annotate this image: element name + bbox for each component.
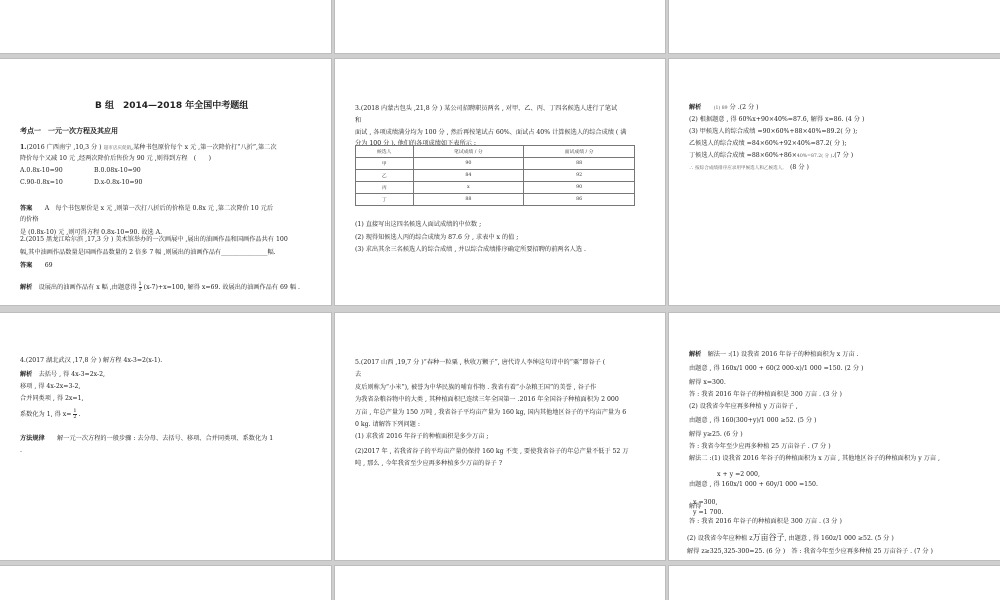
solution-5-line-7: 解得 y≥25. (6 分 ): [689, 431, 743, 438]
page-thumbnail-bottom-right[interactable]: [669, 566, 1000, 600]
solution-3-text-end: .(7 分 ): [832, 152, 854, 159]
solution-5-line-3: 解得 x=300.: [689, 379, 726, 386]
table-header-cell: 面试成绩 / 分: [524, 146, 635, 158]
question-1-tiny-text: 超市店庆促销: [103, 146, 132, 151]
page-thumbnail-top-right[interactable]: [669, 0, 1000, 53]
page-thumbnail-bottom-center[interactable]: [335, 566, 665, 600]
table-row: [356, 158, 635, 170]
question-2-text-end: 幅.: [267, 249, 276, 256]
solution-3-line-4: 乙候选人的综合成绩 =84×60%+92×40%=87.2( 分 );: [689, 140, 847, 147]
section-title: 考点一 一元一次方程及其应用: [20, 127, 118, 135]
solution-5-text: (2) 设我省今年应种植 z: [687, 535, 753, 542]
solution-2-line: [20, 282, 300, 293]
answer-1-line-3: 是 (0.8x-10) 元 ,则可得方程 0.8x-10=90. 故选 A.: [20, 229, 163, 236]
question-1-text: ,某种书包原价每个 x 元 ,第一次降价打“八折”,第二次: [131, 144, 277, 151]
question-5-sub-2b: 吨 , 那么 , 今年我省至少应再多种植多少万亩的谷子 ?: [355, 460, 503, 467]
question-5-line-6: 0 kg. 请解答下列问题 :: [355, 421, 420, 428]
solution-3-line-3: (3) 甲候选人的综合成绩 =90×60%+88×40%=89.2( 分 );: [689, 128, 858, 135]
page-solution-3[interactable]: [669, 59, 1000, 305]
answer-1-text: A 每个书包原价是 x 元 ,则第一次打八折后的价格是 0.8x 元 ,第二次降价 10 元后: [44, 205, 274, 212]
table-cell: 84: [413, 170, 524, 182]
page-question-5[interactable]: [335, 313, 665, 560]
table-cell: 86: [524, 194, 635, 206]
solution-2-label: 解析: [20, 284, 33, 291]
question-1-line-2: 降价每个又减 10 元 ,经两次降价后售价为 90 元 ,则得到方程 ( ): [20, 155, 211, 162]
table-cell: 甲: [356, 158, 414, 170]
table-cell: x: [413, 182, 524, 194]
answer-2-value: 69: [44, 262, 53, 269]
table-cell: 丁: [356, 194, 414, 206]
method-text: 解一元一次方程的一般步骤 : 去分母、去括号、移项、合并同类项、系数化为 1: [57, 435, 274, 442]
solution-4-line-3: 合并同类项 , 得 2x=1,: [20, 395, 84, 402]
table-cell: 丙: [356, 182, 414, 194]
question-1-option-a: A.0.8x-10=90: [20, 167, 63, 174]
question-2-text: 幅,其中油画作品数量是国画作品数量的 2 倍多 7 幅 ,则展出的油画作品有: [20, 249, 222, 256]
system-equation-1: x + y =2 000,: [717, 471, 760, 478]
question-3-sub-2: (2) 现得知候选人丙的综合成绩为 87.6 分 , 求表中 x 的值 ;: [355, 234, 519, 241]
solution-3-label: 解析: [689, 104, 702, 111]
solution-5-line-13: [687, 534, 894, 543]
table-cell: 88: [524, 158, 635, 170]
question-3-sub-1: (1) 直接写出这四名候选人面试成绩的中位数 ;: [355, 221, 482, 228]
solution-3-text: 分 .(2 分 ): [729, 104, 759, 111]
table-cell: 90: [413, 158, 524, 170]
table-cell: 88: [413, 194, 524, 206]
question-3-line-2: 和: [355, 117, 362, 124]
solution-3-tiny-text: 40%=87.2( 分 ): [796, 154, 833, 159]
question-3-line-1: 3.(2018 内蒙古包头 ,21,8 分 ) 某公司招聘职员两名 , 对甲、乙、丙、丁四名候选人进行了笔试: [355, 105, 618, 112]
question-1-number: 1.: [20, 144, 27, 151]
system-equation-2: 由题意 , 得 160x/1 000 + 60y/1 000 =150.: [689, 481, 818, 488]
answer-2-label: 答案: [20, 262, 33, 269]
solution-5-emphasis: 万亩谷子: [752, 533, 785, 542]
page-thumbnail-top-left[interactable]: [0, 0, 331, 53]
solution-5-line-1: [689, 351, 859, 359]
solution-4-label: 解析: [20, 371, 33, 378]
answer-2-line: [20, 262, 53, 270]
answer-1-label: 答案: [20, 205, 33, 212]
question-1-source: (2016 广西南宁 ,10,3 分 ): [26, 144, 102, 151]
solution-5-line-12: 答 : 我省 2016 年谷子的种植面积是 300 万亩 . (3 分 ): [689, 518, 842, 525]
solution-3-line-1: [689, 104, 759, 113]
solution-3-line-2: (2) 根据题意 , 得 60%x+90×40%=87.6, 解得 x=86. (4 分 ): [689, 116, 865, 123]
solution-3-line-5: [689, 152, 853, 161]
solution-5-text-end: , 由题意 , 得 160z/1 000 ≥52. (5 分 ): [784, 535, 894, 542]
page-b-group-questions[interactable]: [0, 59, 331, 305]
solution-5-line-4: 答 : 我省 2016 年谷子的种植面积是 300 万亩 . (3 分 ): [689, 391, 842, 398]
question-5-line-1: 5.(2017 山西 ,19,7 分 )“春种一粒粟 , 秋收万颗子”, 唐代诗人李绅这句诗中的“粟”即谷子 (: [355, 359, 606, 366]
question-5-line-3: 皮后则称为“小米”), 被誉为中华民族的哺育作物 . 我省有着“小杂粮王国”的美誉 , 谷子作: [355, 384, 597, 391]
solution-2-fraction: [139, 282, 142, 293]
method-line-1: [20, 435, 273, 443]
method-label: 方法规律: [20, 435, 45, 442]
solution-2-text: 设展出的油画作品有 x 幅 ,由题意得: [38, 284, 137, 291]
solution-5-result-1: x =300,: [693, 499, 718, 506]
solution-4-fraction: [73, 409, 76, 420]
solution-4-text-end: .: [78, 411, 81, 418]
question-2-line-2: [20, 249, 276, 257]
table-cell: 乙: [356, 170, 414, 182]
answer-1-line-1: [20, 205, 273, 213]
solution-5-line-9: 解法二 :(1) 设我省 2016 年谷子的种植面积为 x 万亩 , 其他地区谷子的种植面积为 y 万亩 ,: [689, 455, 940, 462]
solution-5-text: 解法一 :(1) 设我省 2016 年谷子的种植面积为 x 万亩 .: [707, 351, 859, 358]
solution-4-line-4: [20, 409, 81, 420]
page-thumbnail-bottom-left[interactable]: [0, 566, 331, 600]
page-question-3[interactable]: [335, 59, 665, 305]
solution-5-line-5: (2) 设我省今年应再多种植 y 万亩谷子 ,: [689, 403, 798, 410]
page-thumbnail-top-center[interactable]: [335, 0, 665, 53]
page-solution-5[interactable]: [669, 313, 1000, 560]
table-row: [356, 182, 635, 194]
question-1-option-b: B.0.08x-10=90: [94, 167, 141, 174]
solution-4-line-2: 移项 , 得 4x-2x=3-2,: [20, 383, 81, 390]
solution-3-text: 丁候选人的综合成绩 =88×60%+86×: [689, 152, 797, 159]
solution-5-result-2: y =1 700.: [693, 509, 724, 516]
fraction-denominator: 2: [73, 414, 77, 420]
method-line-2: .: [20, 447, 22, 454]
solution-3-line-6: [689, 164, 809, 173]
group-heading: B 组 2014—2018 年全国中考题组: [95, 101, 249, 111]
table-header-row: [356, 146, 635, 158]
question-5-line-4: 为我省杂粮谷物中的大类 , 其种植面积已连续三年全国第一 .2016 年全国谷子种植面积为 2 000: [355, 396, 619, 403]
fraction-denominator: 2: [138, 287, 142, 293]
fraction-numerator: 1: [73, 408, 77, 414]
solution-3-points: (8 分 ): [790, 164, 809, 171]
solution-5-line-6: 由题意 , 得 160(300+y)/1 000 ≥52. (5 分 ): [689, 417, 817, 424]
question-2-line-1: 2.(2015 黑龙江哈尔滨 ,17,3 分 ) 美术馆举办的一次画展中 ,展出的油画作品和国画作品共有 100: [20, 236, 288, 243]
question-2-blank: _______________: [221, 249, 268, 256]
question-5-line-2: 去: [355, 371, 362, 378]
solution-5-result-label: 解得: [689, 503, 702, 510]
solution-2-text-end: (x-7)+x=100, 解得 x=69. 故展出的油画作品有 69 幅 .: [143, 284, 300, 291]
solution-4-line-1: [20, 371, 105, 379]
table-cell: 92: [524, 170, 635, 182]
solution-5-line-2: 由题意 , 得 160x/1 000 + 60(2 000-x)/1 000 =150. (2 分 ): [689, 365, 864, 372]
question-5-line-5: 万亩 , 年总产量为 150 万吨 , 我省谷子平均亩产量为 160 kg, 国内其他地区谷子的平均亩产量为 6: [355, 409, 627, 416]
fraction-numerator: 1: [138, 281, 142, 287]
table-row: [356, 194, 635, 206]
question-3-line-3: 面试 , 各项成绩满分均为 100 分 , 然后再按笔试占 60%、面试占 40% 计算候选人的综合成绩 ( 满: [355, 129, 627, 136]
question-4-line: 4.(2017 湖北武汉 ,17,8 分 ) 解方程 4x-3=2(x-1).: [20, 357, 163, 364]
solution-5-line-8: 答 : 我省今年至少应再多种植 25 万亩谷子 . (7 分 ): [689, 443, 831, 450]
solution-3-conclusion: ∴ 按综合成绩排序应录用甲候选人和乙候选人,: [689, 166, 784, 171]
page-question-4[interactable]: [0, 313, 331, 560]
table-row: [356, 170, 635, 182]
question-1-option-d: D.x-0.8x-10=90: [94, 179, 143, 186]
answer-1-line-2: 的价格: [20, 216, 39, 223]
solution-4-text: 去括号 , 得 4x-3=2x-2,: [38, 371, 106, 378]
table-header-cell: 候选人: [356, 146, 414, 158]
question-1-option-c: C.90-0.8x=10: [20, 179, 63, 186]
question-3-sub-3: (3) 求出其余三名候选人的综合成绩 , 并以综合成绩排序确定所要招聘的前两名人选 .: [355, 246, 586, 253]
solution-3-tiny-text: (1) 89: [713, 106, 728, 111]
solution-5-label: 解析: [689, 351, 702, 358]
question-3-line-4: 分为 100 分 ). 他们的各项成绩如下表所示 :: [355, 140, 476, 147]
table-header-cell: 笔试成绩 / 分: [413, 146, 524, 158]
solution-5-line-14: 解得 z≥325,325-300=25. (6 分 ) 答 : 我省今年至少应再多种植 25 万亩谷子 . (7 分 ): [687, 548, 933, 555]
solution-4-text: 系数化为 1, 得 x=: [20, 411, 72, 418]
question-1-line-1: [20, 144, 277, 153]
table-cell: 90: [524, 182, 635, 194]
scores-table: [355, 145, 635, 206]
question-5-sub-1: (1) 求我省 2016 年谷子的种植面积是多少万亩 ;: [355, 433, 489, 440]
question-5-sub-2a: (2)2017 年 , 若我省谷子的平均亩产量仍保持 160 kg 不变 , 要使我省谷子的年总产量不低于 52 万: [355, 448, 629, 455]
